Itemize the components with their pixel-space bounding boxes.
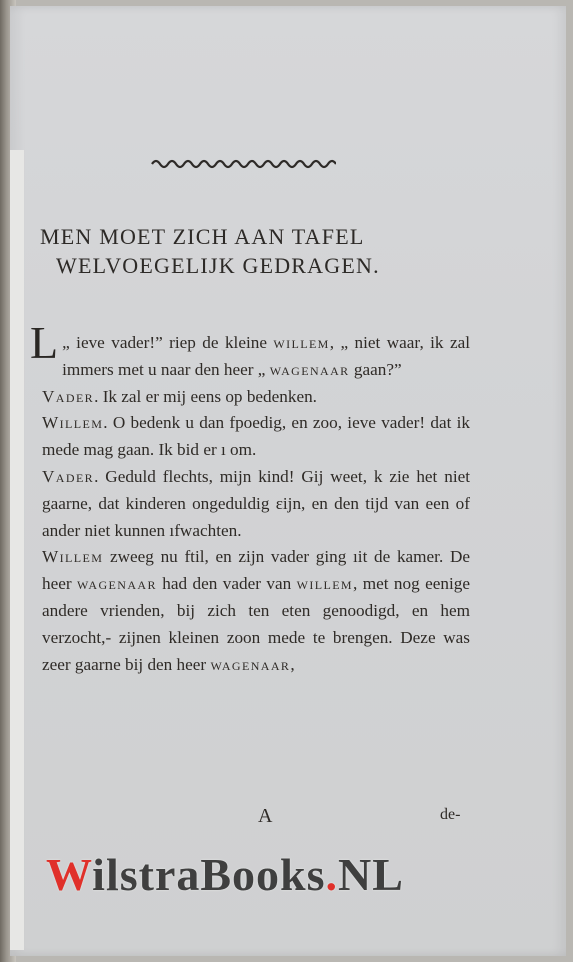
text-run: ieve vader!” riep de kleine: [76, 333, 274, 352]
text-run: . Geduld flechts, mijn kind! Gij weet, k zie het niet gaarne, dat kinderen ongeduldig ɛijn, en den tijd van een of ander niet kunnen ıfwachten.: [42, 466, 470, 540]
paragraph: [24, 410, 470, 464]
text-run: . O bedenk u dan fpoedig, en zoo, ieve vader! dat ik mede mag gaan. Ik bid er ı om.: [42, 413, 470, 460]
chapter-heading: [40, 222, 460, 280]
watermark-dot: .: [325, 849, 339, 900]
small-caps-name: wagenaar: [269, 359, 350, 379]
small-caps-name: Vader: [42, 466, 95, 486]
watermark-suffix: NL: [338, 849, 404, 900]
text-run: gaan?”: [349, 359, 402, 379]
text-run: . Ik zal er mij eens op bedenken.: [94, 386, 317, 406]
small-caps-name: willem: [273, 333, 330, 352]
small-caps-name: Vader: [42, 386, 95, 406]
page-fold-strip: [10, 150, 24, 950]
body-text: [24, 317, 470, 678]
text-run: , „ niet waar, ik zal immers met u naar den heer „: [62, 333, 470, 379]
watermark-logo: [46, 848, 536, 901]
chapter-heading-line1: MEN MOET ZICH AAN TAFEL: [40, 224, 365, 249]
decorative-ornament-rule: [150, 152, 336, 172]
text-run: , met nog eenige andere vrienden, bij zich ten eten genoodigd, en hem verzocht,- zijnen kleinen zoon mede te brengen. Deze was zeer gaarne bij den heer: [42, 574, 470, 674]
small-caps-name: wagenaar: [77, 574, 157, 594]
signature-mark: A: [258, 805, 273, 827]
watermark-initial: W: [46, 849, 93, 900]
small-caps-name: Willem: [42, 413, 104, 433]
text-run: „: [62, 333, 77, 352]
text-run: zweeg nu ftil, en zijn vader ging ıit de kamer. De heer: [42, 547, 470, 594]
paragraph: [24, 384, 470, 411]
small-caps-name: willem: [296, 574, 354, 594]
small-caps-name: wagenaar: [210, 654, 291, 674]
text-run: had den vader van: [156, 574, 297, 594]
text-run: ,: [290, 654, 295, 674]
small-caps-name: Willem: [42, 547, 104, 567]
chapter-heading-line2: WELVOEGELIJK GEDRAGEN.: [56, 253, 380, 278]
paragraph: [24, 317, 470, 384]
catchword: de-: [440, 806, 461, 823]
drop-cap-letter: L: [30, 317, 59, 368]
paragraph: [24, 464, 470, 544]
watermark-text: ilstraBooks: [92, 849, 326, 900]
paragraph: [24, 544, 470, 678]
